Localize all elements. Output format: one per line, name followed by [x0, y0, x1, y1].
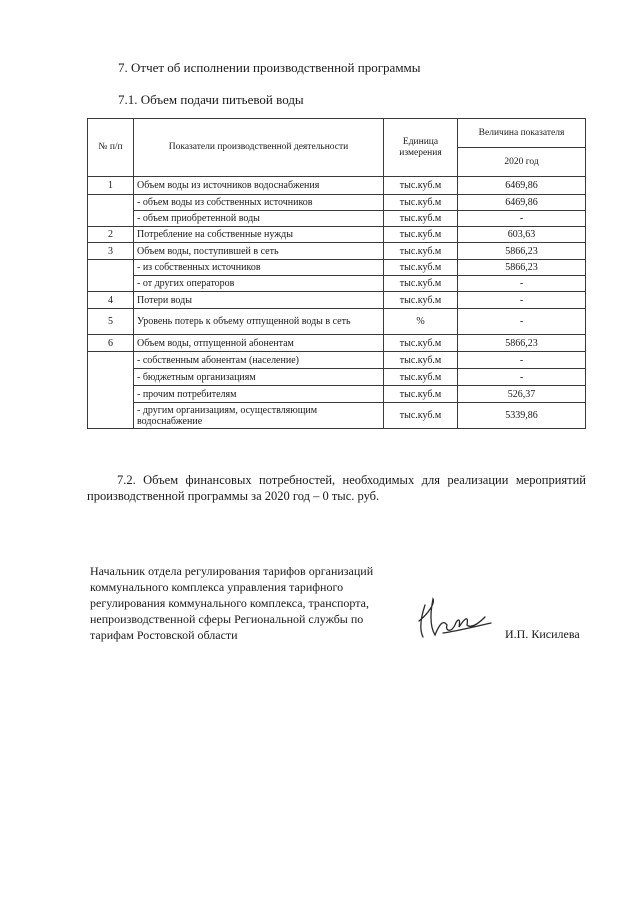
row-num	[88, 195, 134, 227]
row-indicator: Объем воды из источников водоснабжения	[134, 177, 384, 195]
row-indicator: - из собственных источников	[134, 260, 384, 276]
section-title: 7. Отчет об исполнении производственной программы	[118, 60, 421, 75]
table-row	[88, 292, 586, 309]
row-value: 5866,23	[458, 243, 586, 260]
row-unit: тыс.куб.м	[384, 211, 458, 227]
row-num: 6	[88, 335, 134, 352]
row-num: 4	[88, 292, 134, 309]
row-value: -	[458, 309, 586, 335]
row-indicator: - бюджетным организациям	[134, 369, 384, 386]
row-indicator: - от других операторов	[134, 276, 384, 292]
signatory-position: Начальник отдела регулирования тарифов организаций коммунального комплекса управления тарифного регулирования коммунального комплекса, транспорта, непроизводственной сферы Региональной службы по тарифам Ростовской области	[90, 564, 374, 642]
row-value: 5339,86	[458, 403, 586, 429]
handwritten-signature	[413, 595, 493, 643]
row-num	[88, 260, 134, 292]
row-num: 5	[88, 309, 134, 335]
header-year: 2020 год	[458, 148, 586, 177]
row-num: 1	[88, 177, 134, 195]
table-row	[88, 243, 586, 260]
row-indicator: - собственным абонентам (население)	[134, 352, 384, 369]
table-row	[88, 227, 586, 243]
header-num: № п/п	[88, 119, 134, 177]
row-num: 2	[88, 227, 134, 243]
row-indicator: - прочим потребителям	[134, 386, 384, 403]
row-unit: тыс.куб.м	[384, 403, 458, 429]
row-value: -	[458, 292, 586, 309]
table-row	[88, 352, 586, 369]
row-unit: тыс.куб.м	[384, 292, 458, 309]
table-row	[88, 386, 586, 403]
row-indicator: Уровень потерь к объему отпущенной воды в сеть	[134, 309, 384, 335]
table-row	[88, 403, 586, 429]
row-num	[88, 352, 134, 429]
signatory-name: И.П. Кисилева	[505, 627, 580, 641]
row-value: -	[458, 276, 586, 292]
header-unit: Единица измерения	[384, 119, 458, 177]
table-header-row	[88, 119, 586, 148]
header-value-group: Величина показателя	[458, 119, 586, 148]
row-unit: тыс.куб.м	[384, 369, 458, 386]
row-value: -	[458, 369, 586, 386]
row-indicator: Объем воды, отпущенной абонентам	[134, 335, 384, 352]
table-row	[88, 276, 586, 292]
row-indicator: - другим организациям, осуществляющим водоснабжение	[134, 403, 384, 429]
row-unit: тыс.куб.м	[384, 276, 458, 292]
row-value: 5866,23	[458, 260, 586, 276]
row-unit: тыс.куб.м	[384, 260, 458, 276]
row-indicator: - объем приобретенной воды	[134, 211, 384, 227]
row-unit: тыс.куб.м	[384, 195, 458, 211]
table-row	[88, 335, 586, 352]
row-value: -	[458, 211, 586, 227]
row-num: 3	[88, 243, 134, 260]
row-value: 6469,86	[458, 195, 586, 211]
table-row	[88, 369, 586, 386]
row-value: 603,63	[458, 227, 586, 243]
row-unit: тыс.куб.м	[384, 335, 458, 352]
subsection-title: 7.1. Объем подачи питьевой воды	[118, 92, 304, 107]
row-value: 6469,86	[458, 177, 586, 195]
row-unit: тыс.куб.м	[384, 227, 458, 243]
table-row	[88, 195, 586, 211]
table-row	[88, 309, 586, 335]
header-indicator: Показатели производственной деятельности	[134, 119, 384, 177]
table-row	[88, 177, 586, 195]
row-indicator: - объем воды из собственных источников	[134, 195, 384, 211]
row-indicator: Потери воды	[134, 292, 384, 309]
row-indicator: Потребление на собственные нужды	[134, 227, 384, 243]
row-unit: тыс.куб.м	[384, 352, 458, 369]
row-value: 526,37	[458, 386, 586, 403]
row-unit: тыс.куб.м	[384, 177, 458, 195]
row-unit: %	[384, 309, 458, 335]
table-row	[88, 260, 586, 276]
row-unit: тыс.куб.м	[384, 386, 458, 403]
table-row	[88, 211, 586, 227]
row-unit: тыс.куб.м	[384, 243, 458, 260]
row-indicator: Объем воды, поступившей в сеть	[134, 243, 384, 260]
row-value: 5866,23	[458, 335, 586, 352]
financial-note: 7.2. Объем финансовых потребностей, необходимых для реализации мероприятий производственной программы за 2020 год – 0 тыс. руб.	[87, 473, 586, 503]
water-supply-table	[87, 118, 586, 429]
row-value: -	[458, 352, 586, 369]
